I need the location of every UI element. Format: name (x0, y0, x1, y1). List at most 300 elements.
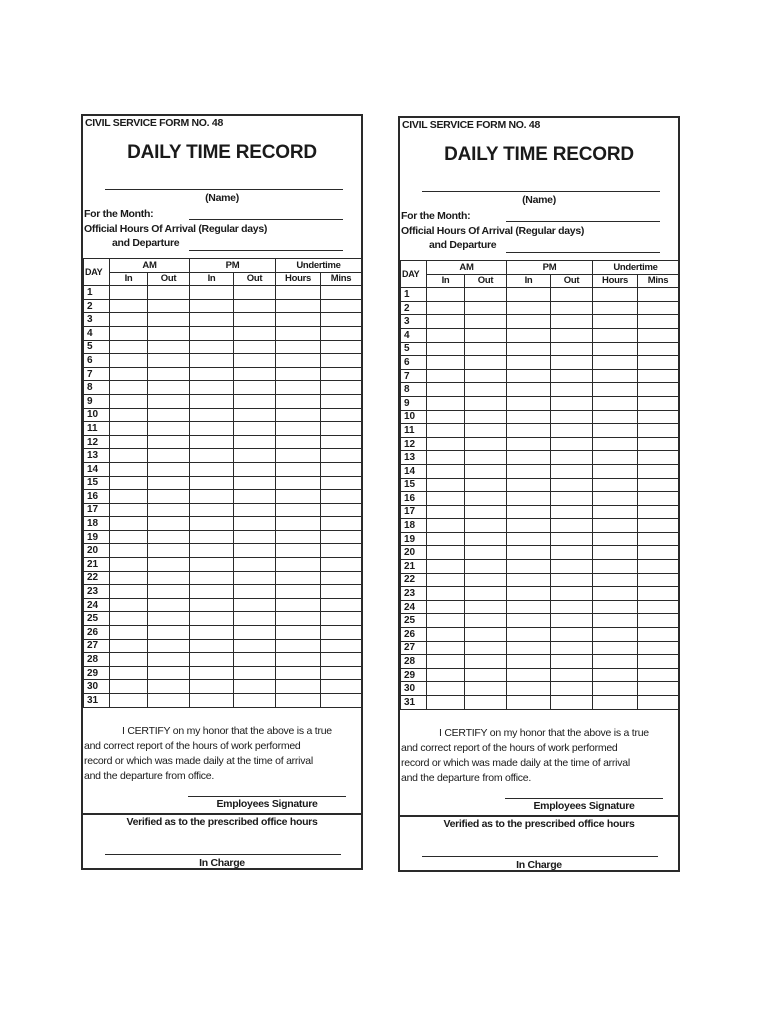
am-out-cell[interactable] (148, 571, 190, 585)
am-out-cell[interactable] (148, 313, 190, 327)
pm-out-cell[interactable] (551, 532, 593, 546)
undertime-mins-cell[interactable] (638, 532, 679, 546)
am-out-cell[interactable] (465, 492, 507, 506)
undertime-mins-cell[interactable] (321, 313, 362, 327)
pm-out-cell[interactable] (551, 451, 593, 465)
pm-in-cell[interactable] (190, 503, 234, 517)
undertime-mins-cell[interactable] (638, 696, 679, 710)
undertime-hours-cell[interactable] (593, 628, 638, 642)
pm-in-cell[interactable] (507, 546, 551, 560)
pm-in-cell[interactable] (190, 544, 234, 558)
am-in-cell[interactable] (110, 313, 148, 327)
am-in-cell[interactable] (110, 449, 148, 463)
pm-in-cell[interactable] (507, 505, 551, 519)
am-in-cell[interactable] (110, 326, 148, 340)
undertime-mins-cell[interactable] (638, 492, 679, 506)
am-out-cell[interactable] (465, 600, 507, 614)
pm-out-cell[interactable] (551, 356, 593, 370)
pm-out-cell[interactable] (234, 639, 276, 653)
undertime-hours-cell[interactable] (593, 356, 638, 370)
pm-out-cell[interactable] (551, 369, 593, 383)
undertime-mins-cell[interactable] (638, 478, 679, 492)
pm-in-cell[interactable] (190, 286, 234, 300)
am-in-cell[interactable] (427, 315, 465, 329)
undertime-mins-cell[interactable] (638, 573, 679, 587)
am-out-cell[interactable] (465, 668, 507, 682)
pm-out-cell[interactable] (234, 517, 276, 531)
undertime-mins-cell[interactable] (638, 342, 679, 356)
pm-out-cell[interactable] (234, 503, 276, 517)
am-out-cell[interactable] (465, 437, 507, 451)
undertime-hours-cell[interactable] (276, 286, 321, 300)
pm-in-cell[interactable] (190, 394, 234, 408)
pm-in-cell[interactable] (190, 340, 234, 354)
am-out-cell[interactable] (148, 449, 190, 463)
undertime-hours-cell[interactable] (593, 519, 638, 533)
undertime-hours-cell[interactable] (593, 560, 638, 574)
undertime-mins-cell[interactable] (321, 571, 362, 585)
undertime-hours-cell[interactable] (276, 313, 321, 327)
undertime-mins-cell[interactable] (638, 505, 679, 519)
am-out-cell[interactable] (465, 587, 507, 601)
undertime-mins-cell[interactable] (638, 369, 679, 383)
pm-out-cell[interactable] (551, 600, 593, 614)
am-out-cell[interactable] (148, 422, 190, 436)
pm-in-cell[interactable] (507, 478, 551, 492)
pm-out-cell[interactable] (234, 286, 276, 300)
am-in-cell[interactable] (427, 451, 465, 465)
pm-out-cell[interactable] (234, 558, 276, 572)
pm-out-cell[interactable] (234, 299, 276, 313)
am-in-cell[interactable] (110, 626, 148, 640)
am-out-cell[interactable] (465, 682, 507, 696)
am-in-cell[interactable] (427, 696, 465, 710)
am-out-cell[interactable] (465, 655, 507, 669)
undertime-mins-cell[interactable] (321, 639, 362, 653)
undertime-mins-cell[interactable] (321, 340, 362, 354)
pm-in-cell[interactable] (190, 626, 234, 640)
pm-out-cell[interactable] (234, 626, 276, 640)
undertime-mins-cell[interactable] (638, 288, 679, 302)
am-out-cell[interactable] (465, 478, 507, 492)
pm-in-cell[interactable] (507, 668, 551, 682)
undertime-hours-cell[interactable] (276, 694, 321, 708)
undertime-hours-cell[interactable] (276, 653, 321, 667)
am-in-cell[interactable] (110, 299, 148, 313)
pm-in-cell[interactable] (507, 328, 551, 342)
pm-out-cell[interactable] (551, 519, 593, 533)
pm-out-cell[interactable] (551, 696, 593, 710)
pm-out-cell[interactable] (551, 560, 593, 574)
pm-out-cell[interactable] (551, 682, 593, 696)
undertime-mins-cell[interactable] (638, 546, 679, 560)
pm-in-cell[interactable] (507, 492, 551, 506)
am-out-cell[interactable] (148, 354, 190, 368)
pm-out-cell[interactable] (234, 367, 276, 381)
undertime-hours-cell[interactable] (593, 655, 638, 669)
pm-in-cell[interactable] (190, 367, 234, 381)
undertime-mins-cell[interactable] (321, 286, 362, 300)
undertime-mins-cell[interactable] (638, 464, 679, 478)
undertime-hours-cell[interactable] (593, 505, 638, 519)
pm-in-cell[interactable] (190, 571, 234, 585)
undertime-hours-cell[interactable] (593, 532, 638, 546)
pm-out-cell[interactable] (234, 585, 276, 599)
undertime-hours-cell[interactable] (276, 490, 321, 504)
pm-in-cell[interactable] (507, 288, 551, 302)
undertime-mins-cell[interactable] (321, 544, 362, 558)
undertime-hours-cell[interactable] (276, 354, 321, 368)
undertime-mins-cell[interactable] (638, 655, 679, 669)
am-in-cell[interactable] (110, 435, 148, 449)
pm-in-cell[interactable] (507, 383, 551, 397)
undertime-hours-cell[interactable] (276, 612, 321, 626)
am-in-cell[interactable] (110, 517, 148, 531)
undertime-hours-cell[interactable] (276, 381, 321, 395)
undertime-hours-cell[interactable] (593, 383, 638, 397)
undertime-mins-cell[interactable] (638, 437, 679, 451)
undertime-hours-cell[interactable] (276, 626, 321, 640)
undertime-mins-cell[interactable] (638, 356, 679, 370)
am-out-cell[interactable] (148, 626, 190, 640)
undertime-mins-cell[interactable] (638, 315, 679, 329)
undertime-hours-cell[interactable] (276, 585, 321, 599)
undertime-mins-cell[interactable] (321, 530, 362, 544)
am-in-cell[interactable] (427, 464, 465, 478)
am-out-cell[interactable] (465, 546, 507, 560)
pm-out-cell[interactable] (551, 655, 593, 669)
pm-in-cell[interactable] (190, 476, 234, 490)
am-in-cell[interactable] (427, 356, 465, 370)
am-in-cell[interactable] (427, 519, 465, 533)
pm-out-cell[interactable] (234, 544, 276, 558)
am-in-cell[interactable] (427, 288, 465, 302)
pm-in-cell[interactable] (190, 326, 234, 340)
am-in-cell[interactable] (110, 598, 148, 612)
pm-in-cell[interactable] (190, 408, 234, 422)
pm-in-cell[interactable] (190, 666, 234, 680)
pm-in-cell[interactable] (507, 369, 551, 383)
undertime-hours-cell[interactable] (276, 367, 321, 381)
am-out-cell[interactable] (465, 383, 507, 397)
pm-in-cell[interactable] (190, 422, 234, 436)
am-out-cell[interactable] (148, 680, 190, 694)
undertime-mins-cell[interactable] (321, 517, 362, 531)
undertime-hours-cell[interactable] (276, 666, 321, 680)
undertime-mins-cell[interactable] (321, 299, 362, 313)
am-out-cell[interactable] (465, 641, 507, 655)
pm-out-cell[interactable] (551, 396, 593, 410)
undertime-mins-cell[interactable] (638, 600, 679, 614)
undertime-hours-cell[interactable] (276, 422, 321, 436)
pm-in-cell[interactable] (190, 558, 234, 572)
pm-out-cell[interactable] (551, 668, 593, 682)
am-out-cell[interactable] (148, 666, 190, 680)
pm-in-cell[interactable] (507, 437, 551, 451)
am-in-cell[interactable] (427, 328, 465, 342)
pm-in-cell[interactable] (190, 694, 234, 708)
undertime-mins-cell[interactable] (321, 354, 362, 368)
am-in-cell[interactable] (110, 354, 148, 368)
am-in-cell[interactable] (110, 558, 148, 572)
pm-in-cell[interactable] (507, 600, 551, 614)
am-out-cell[interactable] (148, 394, 190, 408)
undertime-hours-cell[interactable] (276, 340, 321, 354)
pm-in-cell[interactable] (507, 464, 551, 478)
am-out-cell[interactable] (148, 653, 190, 667)
am-out-cell[interactable] (148, 694, 190, 708)
am-in-cell[interactable] (427, 655, 465, 669)
pm-out-cell[interactable] (551, 342, 593, 356)
undertime-mins-cell[interactable] (321, 666, 362, 680)
undertime-hours-cell[interactable] (593, 600, 638, 614)
undertime-mins-cell[interactable] (321, 408, 362, 422)
am-in-cell[interactable] (427, 560, 465, 574)
pm-in-cell[interactable] (190, 680, 234, 694)
am-out-cell[interactable] (465, 505, 507, 519)
pm-in-cell[interactable] (507, 587, 551, 601)
am-out-cell[interactable] (148, 490, 190, 504)
am-out-cell[interactable] (465, 301, 507, 315)
am-in-cell[interactable] (110, 653, 148, 667)
am-in-cell[interactable] (110, 286, 148, 300)
am-in-cell[interactable] (110, 340, 148, 354)
am-out-cell[interactable] (148, 367, 190, 381)
am-out-cell[interactable] (148, 462, 190, 476)
undertime-mins-cell[interactable] (321, 476, 362, 490)
am-out-cell[interactable] (465, 628, 507, 642)
undertime-hours-cell[interactable] (276, 503, 321, 517)
undertime-hours-cell[interactable] (593, 451, 638, 465)
undertime-hours-cell[interactable] (276, 530, 321, 544)
pm-in-cell[interactable] (507, 356, 551, 370)
am-in-cell[interactable] (110, 490, 148, 504)
pm-out-cell[interactable] (234, 435, 276, 449)
am-in-cell[interactable] (427, 505, 465, 519)
am-in-cell[interactable] (110, 381, 148, 395)
pm-out-cell[interactable] (551, 288, 593, 302)
am-in-cell[interactable] (427, 437, 465, 451)
pm-out-cell[interactable] (234, 422, 276, 436)
undertime-hours-cell[interactable] (593, 641, 638, 655)
undertime-mins-cell[interactable] (321, 598, 362, 612)
pm-out-cell[interactable] (551, 573, 593, 587)
am-out-cell[interactable] (148, 299, 190, 313)
pm-out-cell[interactable] (551, 464, 593, 478)
pm-in-cell[interactable] (507, 451, 551, 465)
pm-in-cell[interactable] (507, 342, 551, 356)
undertime-mins-cell[interactable] (321, 558, 362, 572)
pm-out-cell[interactable] (234, 394, 276, 408)
pm-in-cell[interactable] (190, 299, 234, 313)
undertime-mins-cell[interactable] (638, 301, 679, 315)
undertime-mins-cell[interactable] (638, 383, 679, 397)
am-in-cell[interactable] (110, 544, 148, 558)
pm-out-cell[interactable] (551, 587, 593, 601)
undertime-hours-cell[interactable] (276, 449, 321, 463)
am-out-cell[interactable] (148, 530, 190, 544)
undertime-hours-cell[interactable] (593, 614, 638, 628)
undertime-hours-cell[interactable] (593, 478, 638, 492)
am-out-cell[interactable] (465, 560, 507, 574)
pm-in-cell[interactable] (190, 653, 234, 667)
am-in-cell[interactable] (427, 641, 465, 655)
am-out-cell[interactable] (465, 532, 507, 546)
am-in-cell[interactable] (110, 476, 148, 490)
pm-out-cell[interactable] (551, 301, 593, 315)
am-in-cell[interactable] (110, 408, 148, 422)
am-out-cell[interactable] (465, 573, 507, 587)
undertime-hours-cell[interactable] (276, 408, 321, 422)
undertime-mins-cell[interactable] (321, 653, 362, 667)
undertime-hours-cell[interactable] (276, 299, 321, 313)
undertime-hours-cell[interactable] (593, 424, 638, 438)
pm-out-cell[interactable] (551, 478, 593, 492)
am-in-cell[interactable] (110, 367, 148, 381)
am-in-cell[interactable] (427, 546, 465, 560)
undertime-mins-cell[interactable] (638, 614, 679, 628)
am-in-cell[interactable] (427, 396, 465, 410)
pm-in-cell[interactable] (190, 490, 234, 504)
pm-out-cell[interactable] (551, 328, 593, 342)
pm-in-cell[interactable] (507, 301, 551, 315)
pm-in-cell[interactable] (190, 313, 234, 327)
am-in-cell[interactable] (110, 462, 148, 476)
pm-in-cell[interactable] (190, 585, 234, 599)
am-in-cell[interactable] (427, 532, 465, 546)
am-out-cell[interactable] (148, 326, 190, 340)
undertime-hours-cell[interactable] (593, 328, 638, 342)
undertime-hours-cell[interactable] (593, 464, 638, 478)
pm-out-cell[interactable] (234, 530, 276, 544)
undertime-mins-cell[interactable] (321, 449, 362, 463)
undertime-mins-cell[interactable] (321, 626, 362, 640)
pm-in-cell[interactable] (507, 614, 551, 628)
pm-in-cell[interactable] (190, 449, 234, 463)
am-out-cell[interactable] (148, 286, 190, 300)
undertime-hours-cell[interactable] (276, 517, 321, 531)
am-in-cell[interactable] (427, 587, 465, 601)
pm-in-cell[interactable] (190, 462, 234, 476)
pm-in-cell[interactable] (190, 435, 234, 449)
am-in-cell[interactable] (110, 571, 148, 585)
undertime-mins-cell[interactable] (321, 381, 362, 395)
pm-out-cell[interactable] (234, 354, 276, 368)
undertime-hours-cell[interactable] (276, 462, 321, 476)
undertime-hours-cell[interactable] (593, 315, 638, 329)
pm-out-cell[interactable] (234, 476, 276, 490)
pm-out-cell[interactable] (234, 694, 276, 708)
am-out-cell[interactable] (148, 476, 190, 490)
undertime-hours-cell[interactable] (276, 326, 321, 340)
am-out-cell[interactable] (465, 464, 507, 478)
undertime-hours-cell[interactable] (276, 558, 321, 572)
am-out-cell[interactable] (148, 585, 190, 599)
am-out-cell[interactable] (148, 340, 190, 354)
pm-out-cell[interactable] (551, 383, 593, 397)
pm-in-cell[interactable] (507, 410, 551, 424)
undertime-hours-cell[interactable] (593, 410, 638, 424)
am-out-cell[interactable] (148, 598, 190, 612)
undertime-mins-cell[interactable] (638, 641, 679, 655)
undertime-mins-cell[interactable] (321, 612, 362, 626)
pm-out-cell[interactable] (234, 598, 276, 612)
undertime-hours-cell[interactable] (593, 696, 638, 710)
am-out-cell[interactable] (148, 503, 190, 517)
pm-in-cell[interactable] (190, 598, 234, 612)
undertime-hours-cell[interactable] (593, 301, 638, 315)
undertime-hours-cell[interactable] (593, 546, 638, 560)
am-out-cell[interactable] (465, 369, 507, 383)
undertime-mins-cell[interactable] (638, 682, 679, 696)
am-in-cell[interactable] (427, 424, 465, 438)
am-in-cell[interactable] (427, 369, 465, 383)
pm-in-cell[interactable] (507, 682, 551, 696)
undertime-mins-cell[interactable] (321, 462, 362, 476)
undertime-mins-cell[interactable] (638, 451, 679, 465)
undertime-mins-cell[interactable] (321, 694, 362, 708)
pm-out-cell[interactable] (551, 315, 593, 329)
undertime-mins-cell[interactable] (321, 503, 362, 517)
am-in-cell[interactable] (427, 478, 465, 492)
pm-in-cell[interactable] (507, 315, 551, 329)
am-out-cell[interactable] (465, 519, 507, 533)
am-out-cell[interactable] (465, 396, 507, 410)
pm-in-cell[interactable] (507, 655, 551, 669)
pm-out-cell[interactable] (551, 614, 593, 628)
undertime-hours-cell[interactable] (593, 288, 638, 302)
undertime-hours-cell[interactable] (593, 369, 638, 383)
am-in-cell[interactable] (427, 668, 465, 682)
pm-in-cell[interactable] (507, 641, 551, 655)
pm-in-cell[interactable] (190, 354, 234, 368)
undertime-hours-cell[interactable] (276, 639, 321, 653)
pm-out-cell[interactable] (234, 381, 276, 395)
pm-out-cell[interactable] (551, 546, 593, 560)
pm-in-cell[interactable] (190, 381, 234, 395)
undertime-mins-cell[interactable] (321, 490, 362, 504)
am-in-cell[interactable] (110, 394, 148, 408)
pm-out-cell[interactable] (234, 653, 276, 667)
am-out-cell[interactable] (148, 435, 190, 449)
pm-in-cell[interactable] (507, 532, 551, 546)
pm-out-cell[interactable] (551, 492, 593, 506)
pm-out-cell[interactable] (234, 666, 276, 680)
undertime-mins-cell[interactable] (638, 410, 679, 424)
am-out-cell[interactable] (465, 342, 507, 356)
undertime-mins-cell[interactable] (321, 435, 362, 449)
am-out-cell[interactable] (465, 451, 507, 465)
pm-in-cell[interactable] (507, 519, 551, 533)
pm-out-cell[interactable] (234, 313, 276, 327)
am-in-cell[interactable] (110, 612, 148, 626)
undertime-mins-cell[interactable] (321, 422, 362, 436)
am-out-cell[interactable] (148, 381, 190, 395)
pm-in-cell[interactable] (507, 396, 551, 410)
undertime-hours-cell[interactable] (593, 437, 638, 451)
pm-in-cell[interactable] (507, 573, 551, 587)
am-out-cell[interactable] (465, 696, 507, 710)
pm-out-cell[interactable] (234, 326, 276, 340)
pm-out-cell[interactable] (234, 449, 276, 463)
am-out-cell[interactable] (148, 558, 190, 572)
am-out-cell[interactable] (148, 408, 190, 422)
undertime-hours-cell[interactable] (593, 682, 638, 696)
undertime-mins-cell[interactable] (638, 424, 679, 438)
am-out-cell[interactable] (148, 612, 190, 626)
pm-out-cell[interactable] (551, 641, 593, 655)
am-out-cell[interactable] (465, 328, 507, 342)
